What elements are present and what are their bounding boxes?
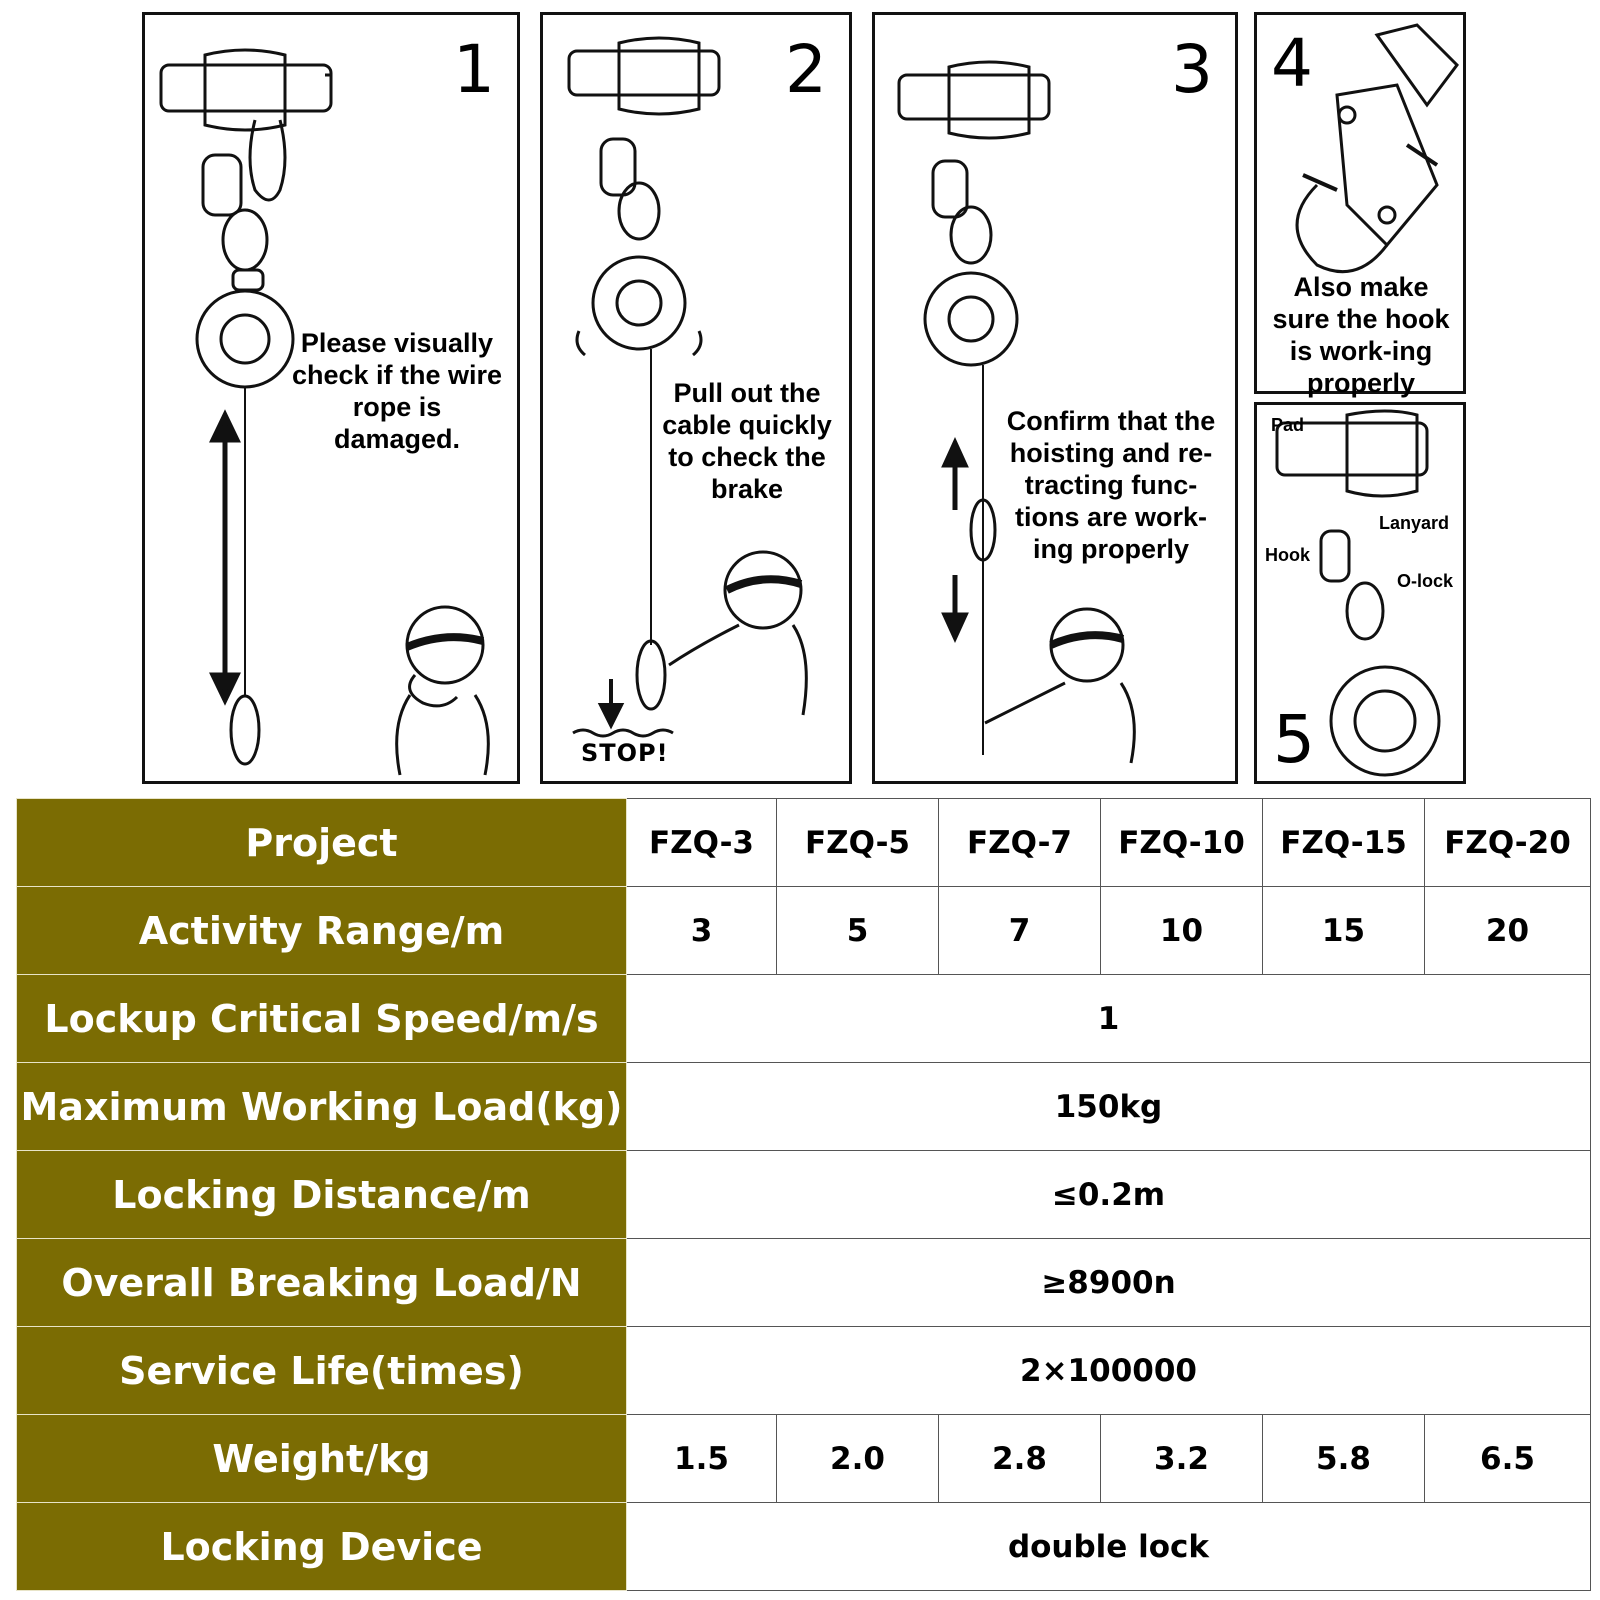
lockup-value: 1 — [627, 975, 1591, 1063]
model-cell: FZQ-15 — [1263, 799, 1425, 887]
weight-cell: 3.2 — [1101, 1415, 1263, 1503]
row-header-weight: Weight/kg — [17, 1415, 627, 1503]
step-number-4: 4 — [1271, 25, 1313, 102]
table-row-breaking-load — [17, 1239, 1591, 1327]
table-row-locking-device — [17, 1503, 1591, 1591]
weight-cell: 1.5 — [627, 1415, 777, 1503]
spec-table — [16, 798, 1591, 1591]
instruction-panel-4 — [1254, 12, 1466, 398]
pad-label: Pad — [1271, 415, 1305, 435]
max-load-value: 150kg — [627, 1063, 1591, 1151]
row-header-max-load: Maximum Working Load(kg) — [17, 1063, 627, 1151]
step-number-5: 5 — [1273, 701, 1315, 778]
step-number-1: 1 — [453, 31, 495, 108]
olock-label: O-lock — [1397, 571, 1454, 591]
activity-cell: 15 — [1263, 887, 1425, 975]
weight-cell: 5.8 — [1263, 1415, 1425, 1503]
table-row-lockup — [17, 975, 1591, 1063]
service-life-value: 2×100000 — [627, 1327, 1591, 1415]
row-header-activity: Activity Range/m — [17, 887, 627, 975]
row-header-project: Project — [17, 799, 627, 887]
weight-cell: 2.8 — [939, 1415, 1101, 1503]
step-number-3: 3 — [1171, 31, 1213, 108]
activity-cell: 7 — [939, 887, 1101, 975]
activity-cell: 20 — [1425, 887, 1591, 975]
activity-cell: 5 — [777, 887, 939, 975]
locking-device-value: double lock — [627, 1503, 1591, 1591]
hook-label: Hook — [1265, 545, 1310, 565]
table-row-project — [17, 799, 1591, 887]
instruction-panel-1 — [142, 12, 520, 784]
table-row-service-life — [17, 1327, 1591, 1415]
step-caption-4: Also make sure the hook is work-ing properly — [1272, 272, 1450, 398]
step-caption-1: Please visually check if the wire rope is damaged. — [291, 328, 503, 454]
fall-arrester-illustration-3 — [875, 15, 1235, 781]
table-row-weight — [17, 1415, 1591, 1503]
table-row-activity — [17, 887, 1591, 975]
activity-cell: 10 — [1101, 887, 1263, 975]
instruction-panel-2 — [540, 12, 852, 784]
lanyard-label: Lanyard — [1379, 513, 1450, 533]
table-row-locking-distance — [17, 1151, 1591, 1239]
step-caption-2: Pull out the cable quickly to check the brake — [662, 378, 832, 504]
step-number-2: 2 — [785, 31, 827, 108]
activity-cell: 3 — [627, 887, 777, 975]
row-header-locking-device: Locking Device — [17, 1503, 627, 1591]
model-cell: FZQ-20 — [1425, 799, 1591, 887]
instruction-panel-3 — [872, 12, 1238, 784]
row-header-service-life: Service Life(times) — [17, 1327, 627, 1415]
row-header-locking-distance: Locking Distance/m — [17, 1151, 627, 1239]
step-caption-3: Confirm that the hoisting and re-tracting func-tions are work-ing properly — [1006, 406, 1216, 564]
row-header-lockup: Lockup Critical Speed/m/s — [17, 975, 627, 1063]
weight-cell: 2.0 — [777, 1415, 939, 1503]
instruction-panel-5 — [1254, 402, 1466, 784]
model-cell: FZQ-7 — [939, 799, 1101, 887]
model-cell: FZQ-5 — [777, 799, 939, 887]
model-cell: FZQ-10 — [1101, 799, 1263, 887]
locking-distance-value: ≤0.2m — [627, 1151, 1591, 1239]
weight-cell: 6.5 — [1425, 1415, 1591, 1503]
stop-label: STOP! — [581, 739, 669, 767]
model-cell: FZQ-3 — [627, 799, 777, 887]
row-header-breaking-load: Overall Breaking Load/N — [17, 1239, 627, 1327]
table-row-max-load — [17, 1063, 1591, 1151]
breaking-load-value: ≥8900n — [627, 1239, 1591, 1327]
